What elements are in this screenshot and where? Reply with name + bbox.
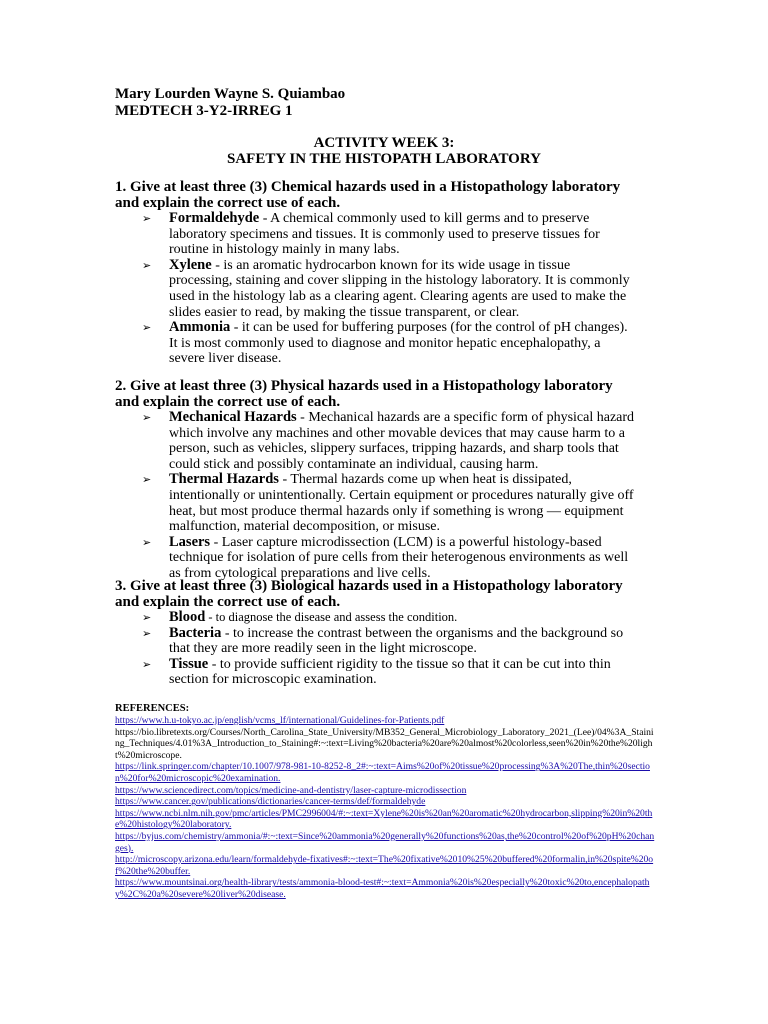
list-item [115,657,635,688]
list-item [115,610,635,626]
hazard-description: - Mechanical hazards are a specific form of physical hazard which involve any machines and other movable devices that may cause harm to a person, such as vehicles, slippery surfaces, tripping hazards, and sharp tools that could stick and possibly contaminate an individual, causing harm. [169,410,635,472]
hazard-description: - to provide sufficient rigidity to the tissue so that it can be cut into thin section for microscopic examination. [169,656,611,688]
hazard-description: - to increase the contrast between the organisms and the background so that they are more readily seen in the light microscope. [169,625,624,657]
arrow-bullet-icon: ➢ [142,212,152,225]
arrow-bullet-icon: ➢ [142,535,152,549]
hazard-term: Thermal Hazards [169,471,279,488]
section-chemical-hazards [115,180,635,367]
list-item [115,626,635,657]
hazard-description: - Laser capture microdissection (LCM) is a powerful histology-based technique for isolation of pure cells from their heterogenous environments as well as from cytological preparations and live cells. [169,534,629,581]
arrow-bullet-icon: ➢ [142,473,152,487]
reference-link[interactable]: http://microscopy.arizona.edu/learn/formaldehyde-fixatives#:~:text=The%20fixative%2010%25%20buffered%20formalin,in%20spite%20of%20the%20buffer. [115,854,654,877]
hazard-term: Ammonia [169,319,231,336]
reference-link[interactable]: https://link.springer.com/chapter/10.1007/978-981-10-8252-8_2#:~:text=Aims%20of%20tissue%20processing%3A%20The,thin%20section%20for%20microscopic%20examination. [115,761,650,784]
reference-link[interactable]: https://www.cancer.gov/publications/dictionaries/cancer-terms/def/formaldehyde [115,796,426,808]
question-2: 2. Give at least three (3) Physical hazards used in a Histopathology laboratory and explain the correct use of each. [115,378,613,410]
arrow-bullet-icon: ➢ [142,321,152,335]
hazard-term: Xylene [169,256,212,273]
author-block [115,86,345,120]
reference-link[interactable]: https://byjus.com/chemistry/ammonia/#:~:text=Since%20ammonia%20generally%20functions%20as,the%20control%20of%20pH%20changes). [115,830,655,854]
author-name: Mary Lourden Wayne S. Quiambao [115,86,346,102]
arrow-bullet-icon: ➢ [142,411,152,424]
section-physical-hazards [115,379,635,582]
list-item [115,535,635,582]
question-3: 3. Give at least three (3) Biological hazards used in a Histopathology laboratory and explain the correct use of each. [115,578,623,610]
arrow-bullet-icon: ➢ [142,657,152,671]
chemical-hazards-list [115,211,635,367]
arrow-bullet-icon: ➢ [142,626,152,640]
section-biological-hazards [115,579,635,688]
reference-link[interactable]: https://bio.libretexts.org/Courses/North_Carolina_State_University/MB352_General_Microbiology_Laboratory_2021_(Lee)/04%3A_Staining_Techniques/4.01%3A_Introduction_to_Staining#:~:text=Living%20bacteria%20are%20almost%20colorless,seen%20in%20the%20light%20microscope. [115,726,654,761]
reference-link[interactable]: https://www.ncbi.nlm.nih.gov/pmc/articles/PMC2996004/#:~:text=Xylene%20is%20an%20aromatic%20hydrocarbon,slipping%20in%20the%20histology%20laboratory. [115,807,653,831]
hazard-description: - to diagnose the disease and assess the condition. [205,610,458,624]
list-item [115,258,635,320]
author-course: MEDTECH 3-Y2-IRREG 1 [115,103,293,119]
reference-link[interactable]: https://www.h.u-tokyo.ac.jp/english/vcms_lf/international/Guidelines-for-Patients.pdf [115,715,445,726]
hazard-term: Bacteria [169,624,222,641]
activity-subtitle: SAFETY IN THE HISTOPATH LABORATORY [227,151,541,167]
physical-hazards-list [115,410,635,582]
question-1: 1. Give at least three (3) Chemical hazards used in a Histopathology laboratory and explain the correct use of each. [115,179,621,211]
arrow-bullet-icon: ➢ [142,258,152,272]
hazard-term: Blood [169,609,206,625]
reference-link[interactable]: https://www.sciencedirect.com/topics/medicine-and-dentistry/laser-capture-microdissection [115,784,467,796]
references-block [115,703,655,901]
reference-link[interactable]: https://www.mountsinai.org/health-library/tests/ammonia-blood-test#:~:text=Ammonia%20is%20especially%20toxic%20to,encephalopathy%2C%20a%20severe%20liver%20disease. [115,877,650,900]
biological-hazards-list [115,610,635,688]
list-item [115,211,635,258]
activity-title: ACTIVITY WEEK 3: [313,135,455,151]
list-item [115,410,635,472]
hazard-term: Lasers [169,533,211,550]
arrow-bullet-icon: ➢ [142,611,152,624]
activity-title-block [0,135,768,167]
hazard-description: - Thermal hazards come up when heat is dissipated, intentionally or unintentionally. Certain equipment or procedures naturally give off heat, but most produce thermal hazards only if something is wrong — equipment malfunction, material decomposition, or misuse. [169,472,634,535]
hazard-term: Formaldehyde [169,210,260,226]
list-item [115,320,635,367]
hazard-description: - A chemical commonly used to kill germs and to preserve laboratory specimens and tissues. It is commonly used to preserve tissues for routine in histology mainly in many labs. [169,211,600,258]
hazard-term: Tissue [169,655,209,672]
hazard-description: - is an aromatic hydrocarbon known for its wide usage in tissue processing, staining and cover slipping in the histology laboratory. It is commonly used in the histology lab as a clearing agent. Clearing agents are used to make the slides easier to read, by making the tissue transparent, or clear. [169,257,630,320]
list-item [115,472,635,534]
hazard-description: - it can be used for buffering purposes (for the control of pH changes). It is most commonly used to diagnose and monitor hepatic encephalopathy, a severe liver disease. [169,320,628,367]
references-title: REFERENCES: [115,703,190,714]
hazard-term: Mechanical Hazards [169,409,297,425]
